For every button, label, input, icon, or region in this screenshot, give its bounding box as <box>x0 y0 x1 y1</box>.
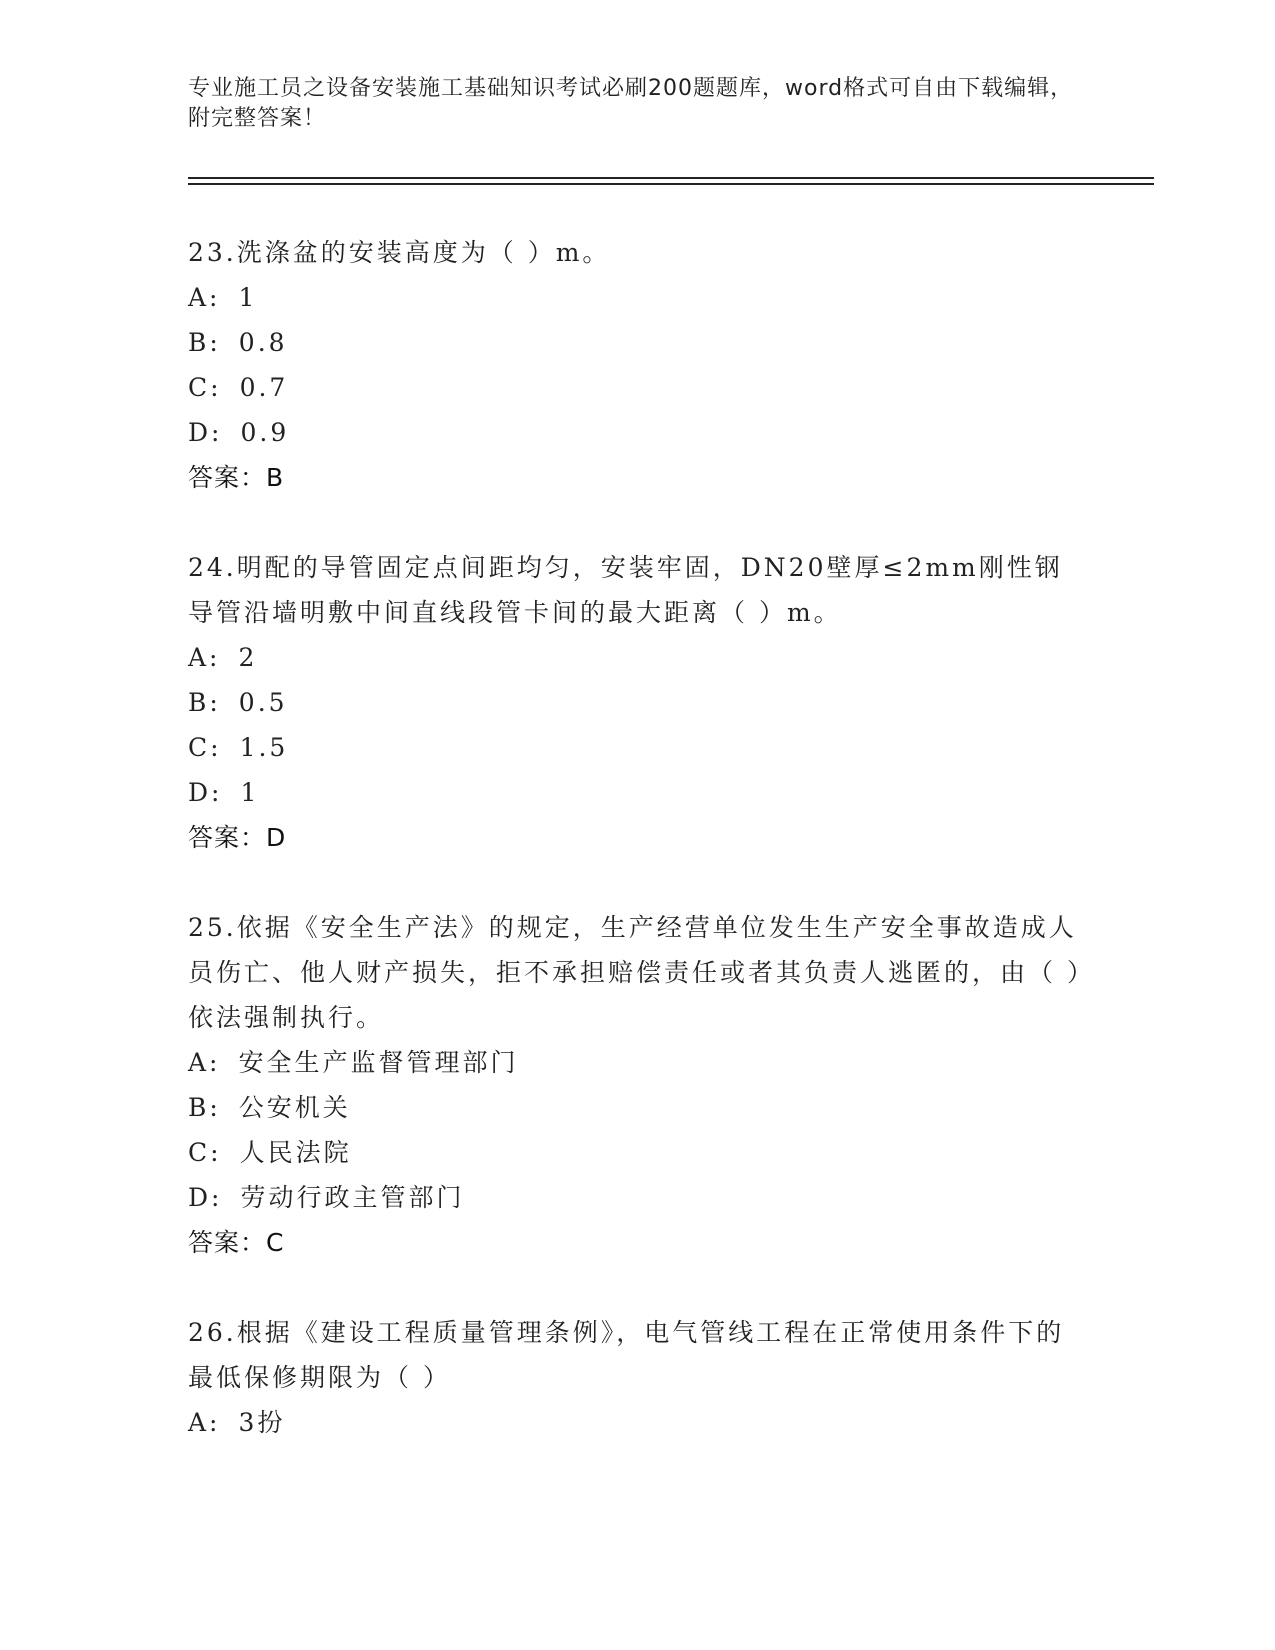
option-key: A: <box>188 643 221 672</box>
option-key: B: <box>188 688 221 717</box>
option-key: B: <box>188 328 221 357</box>
question-26 <box>188 1310 1088 1445</box>
header-divider-bottom <box>188 183 1154 185</box>
option-text: 0.5 <box>238 688 288 717</box>
option-b <box>188 320 1088 365</box>
answer-line: 答案：D <box>188 823 287 852</box>
question-24 <box>188 545 1088 860</box>
question-stem: 23.洗涤盆的安装高度为（ ）m。 <box>188 238 611 267</box>
option-c <box>188 1130 1088 1175</box>
option-text: 1 <box>240 778 260 807</box>
option-a <box>188 1040 1088 1085</box>
option-text: 0.8 <box>238 328 288 357</box>
answer-line: 答案：C <box>188 1228 285 1257</box>
option-key: A: <box>188 283 221 312</box>
option-d <box>188 770 1088 815</box>
option-key: D: <box>188 778 223 807</box>
option-key: C: <box>188 1138 222 1167</box>
option-text: 0.7 <box>239 373 289 402</box>
header-divider-top <box>188 177 1154 179</box>
question-stem: 25.依据《安全生产法》的规定，生产经营单位发生生产安全事故造成人员伤亡、他人财产损失，拒不承担赔偿责任或者其负责人逃匿的，由（ ）依法强制执行。 <box>188 913 1083 1032</box>
option-d <box>188 410 1088 455</box>
option-text: 1 <box>238 283 258 312</box>
option-key: D: <box>188 418 223 447</box>
option-text: 2 <box>238 643 258 672</box>
option-text: 人民法院 <box>239 1138 352 1167</box>
option-b <box>188 1085 1088 1130</box>
option-key: A: <box>188 1048 221 1077</box>
option-text: 劳动行政主管部门 <box>240 1183 465 1212</box>
option-text: 3扮 <box>238 1408 286 1437</box>
option-a <box>188 275 1088 320</box>
option-text: 安全生产监督管理部门 <box>238 1048 519 1077</box>
option-key: B: <box>188 1093 221 1122</box>
option-c <box>188 725 1088 770</box>
question-25 <box>188 905 1088 1265</box>
question-list <box>188 230 1088 1445</box>
option-b <box>188 680 1088 725</box>
option-d <box>188 1175 1088 1220</box>
option-key: D: <box>188 1183 223 1212</box>
option-a <box>188 635 1088 680</box>
document-header: 专业施工员之设备安装施工基础知识考试必刷200题题库，word格式可自由下载编辑，附完整答案！ <box>188 76 1074 131</box>
option-key: A: <box>188 1408 221 1437</box>
option-text: 0.9 <box>240 418 290 447</box>
answer-line: 答案：B <box>188 463 285 492</box>
option-c <box>188 365 1088 410</box>
question-23 <box>188 230 1088 500</box>
question-stem: 24.明配的导管固定点间距均匀，安装牢固，DN20壁厚≤2mm刚性钢导管沿墙明敷中间直线段管卡间的最大距离（ ）m。 <box>188 553 1063 627</box>
option-text: 1.5 <box>239 733 289 762</box>
option-a <box>188 1400 1088 1445</box>
option-key: C: <box>188 733 222 762</box>
option-key: C: <box>188 373 222 402</box>
option-text: 公安机关 <box>238 1093 351 1122</box>
question-stem: 26.根据《建设工程质量管理条例》，电气管线工程在正常使用条件下的最低保修期限为（ ） <box>188 1318 1065 1392</box>
